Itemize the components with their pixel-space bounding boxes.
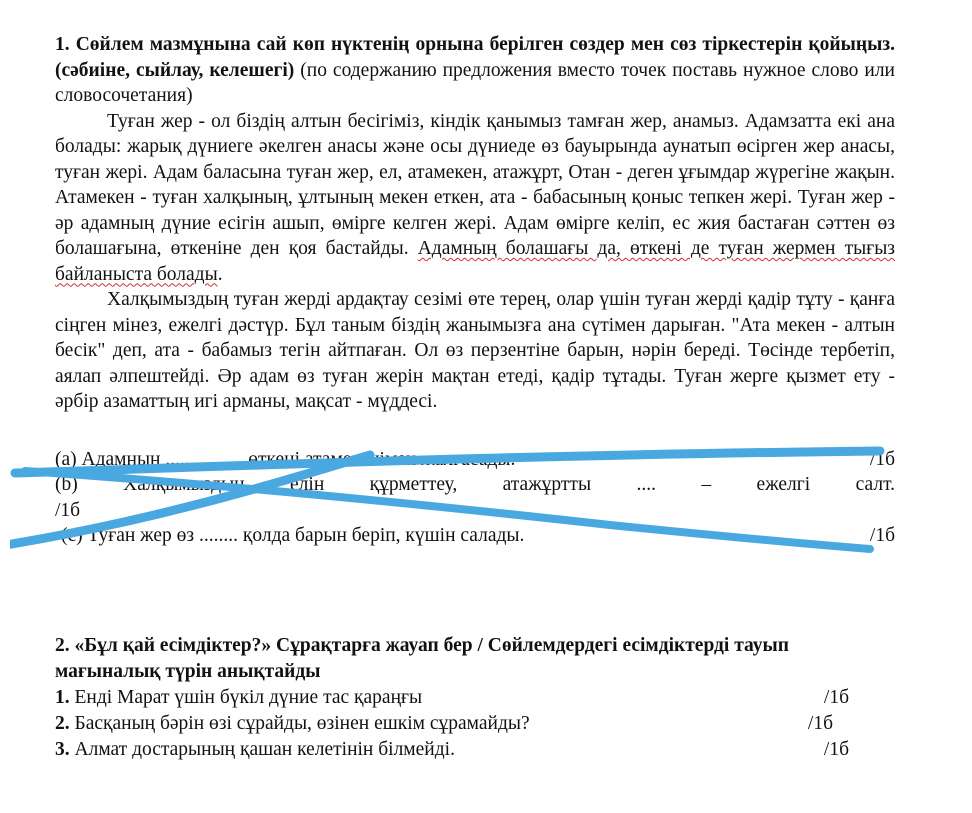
item-points: /1б [823, 739, 849, 760]
fill-in-exercises [55, 447, 895, 549]
exercise-b [55, 472, 895, 523]
item-number: 1. [55, 687, 70, 708]
item-text: Алмат достарының қашан келетінін білмейді. [69, 739, 455, 760]
exercise-b-points: /1б [55, 499, 81, 521]
exercise-a-text: (a) Адамның ..............., өткені атамекенімен жалғасады. [55, 448, 516, 470]
worksheet [55, 32, 895, 549]
question-2 [55, 633, 895, 763]
question-1-heading [55, 32, 895, 109]
item-points: /1б [807, 713, 833, 734]
paragraph-1-text: Туған жер - ол біздің алтын бесігіміз, кіндік қанымыз тамған жер, анамыз. Адамзатта екі ана болады: жарық дүниеге әкелген анасы және осы дүниеде өз бауырында аунатып өсірген жер анасы, туған жері. Адам баласына туған жер, ел, атамекен, атажұрт, Отан - деген ұғымдар жүрегіне жақын. Атамекен - туған халқының, ұлтының мекен еткен, ата - бабасының қоныс тепкен жері. Туған жер - әр адамның дүние есігін ашып, өмірге келген жері. Адам өмірге келіп, ес жия бастаған сәттен өз болашағына, өткеніне ден қоя бастайды. [55, 110, 895, 259]
question-1-translation: (по содержанию предложения вместо точек поставь нужное слово или словосочетания) [55, 59, 895, 106]
paragraph-1-underlined-text: Адамның болашағы да, өткені де туған жермен тығыз байланыста болады [55, 238, 896, 285]
exercise-a [55, 447, 895, 473]
question-1-title: 1. Сөйлем мазмұнына сай көп нүктенің орнына берілген сөздер мен сөз тіркестерін қойыңыз. (сәбиіне, сыйлау, келешегі) [55, 34, 895, 81]
exercise-b-text: (b) Халқымыздың елін құрметтеу, атажұртты .... – ежелгі салт. [55, 474, 895, 495]
item-number: 3. [55, 739, 70, 760]
question-2-item-2 [55, 711, 895, 737]
question-2-item-3 [55, 737, 895, 763]
exercise-c [55, 523, 895, 549]
exercise-c-text: (c) Туған жер өз ........ қолда барын беріп, күшін салады. [61, 525, 525, 546]
item-number: 2. [55, 713, 70, 734]
reading-paragraph-2: Халқымыздың туған жерді ардақтау сезімі өте терең, олар үшін туған жерді қадір тұту - қанға сіңген мінез, ежелгі дәстүр. Бұл таным біздің жанымызға ана сүтімен дарыған. "Ата мекен - алтын бесік" деп, ата - бабамыз тегін айтпаған. Ол өз перзентіне барын, нәрін береді. Төсінде тербетіп, аялап әлпештейді. Әр адам өз туған жерін мақтан етеді, қадір тұтады. Туған жерге қызмет ету - әрбір азаматтың игі арманы, мақсат - мүддесі. [55, 289, 895, 412]
exercise-a-points: /1б [869, 448, 895, 470]
item-text: Басқаның бәрін өзі сұрайды, өзінен ешкім сұрамайды? [69, 713, 530, 734]
question-2-title: 2. «Бұл қай есімдіктер?» Сұрақтарға жауап бер / Сөйлемдердегі есімдіктерді тауып мағыналық түрін анықтайды [55, 635, 789, 682]
exercise-c-points: /1б [869, 525, 895, 546]
item-text: Енді Марат үшін бүкіл дүние тас қараңғы [69, 687, 423, 708]
paragraph-1-end: . [217, 263, 223, 285]
reading-paragraph-1 [55, 109, 895, 288]
item-points: /1б [823, 687, 849, 708]
question-2-item-1 [55, 685, 895, 711]
